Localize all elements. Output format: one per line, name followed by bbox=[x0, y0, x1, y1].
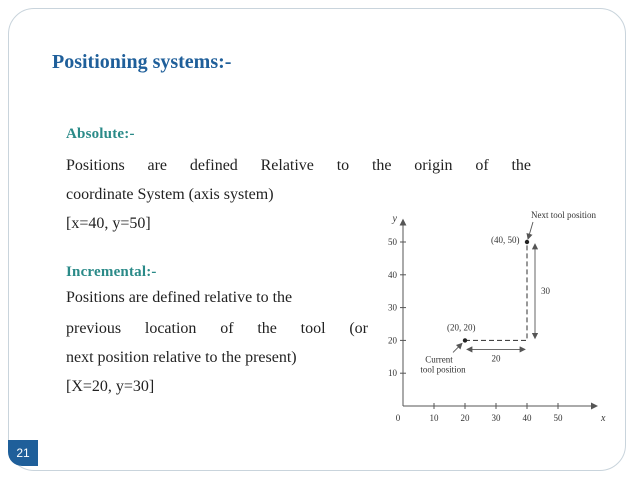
x-tick-label: 30 bbox=[491, 413, 501, 423]
next-position-point bbox=[525, 240, 529, 244]
x-tick-label: 40 bbox=[522, 413, 532, 423]
incremental-line-3: next position relative to the present) bbox=[66, 349, 297, 366]
x-tick-label: 50 bbox=[553, 413, 563, 423]
slide-title: Positioning systems:- bbox=[52, 51, 232, 73]
y-axis-label: y bbox=[392, 213, 397, 225]
chart-axes bbox=[388, 214, 606, 424]
incremental-line-1: Positions are defined relative to the bbox=[66, 289, 293, 306]
incremental-line-4: [X=20, y=30] bbox=[66, 378, 155, 395]
absolute-line-1: Positions are defined Relative to the origin of the bbox=[66, 157, 531, 174]
next-position-label: (40, 50) bbox=[491, 235, 520, 245]
x-tick-label: 20 bbox=[460, 413, 470, 423]
absolute-heading: Absolute:- bbox=[66, 126, 135, 142]
current-position-label: (20, 20) bbox=[447, 322, 476, 333]
x-tick-label: 0 bbox=[395, 413, 401, 423]
current-position-point bbox=[463, 338, 467, 342]
current-caption-pointer bbox=[453, 343, 462, 352]
x-axis-label: x bbox=[601, 413, 606, 424]
next-caption: Next tool position bbox=[531, 210, 596, 220]
y-tick-label: 50 bbox=[388, 237, 397, 247]
y-tick-label: 40 bbox=[388, 269, 397, 280]
coordinate-chart bbox=[375, 205, 625, 430]
y-tick-label: 30 bbox=[388, 302, 397, 313]
absolute-line-3: [x=40, y=50] bbox=[66, 215, 151, 232]
y-tick-label: 20 bbox=[388, 335, 397, 346]
x-increment-label: 20 bbox=[491, 353, 501, 364]
current-caption-line-1: Current bbox=[425, 354, 453, 365]
current-caption-line-2: tool position bbox=[420, 364, 466, 375]
y-increment-label: 30 bbox=[541, 286, 550, 297]
incremental-line-2: previous location of the tool (or bbox=[66, 320, 368, 337]
y-tick-label: 10 bbox=[388, 368, 397, 379]
absolute-line-2: coordinate System (axis system) bbox=[66, 186, 274, 203]
next-caption-pointer bbox=[528, 222, 533, 239]
chart-marks bbox=[420, 210, 596, 374]
page-number: 21 bbox=[8, 440, 38, 466]
incremental-heading: Incremental:- bbox=[66, 264, 157, 280]
x-tick-label: 10 bbox=[429, 413, 439, 423]
